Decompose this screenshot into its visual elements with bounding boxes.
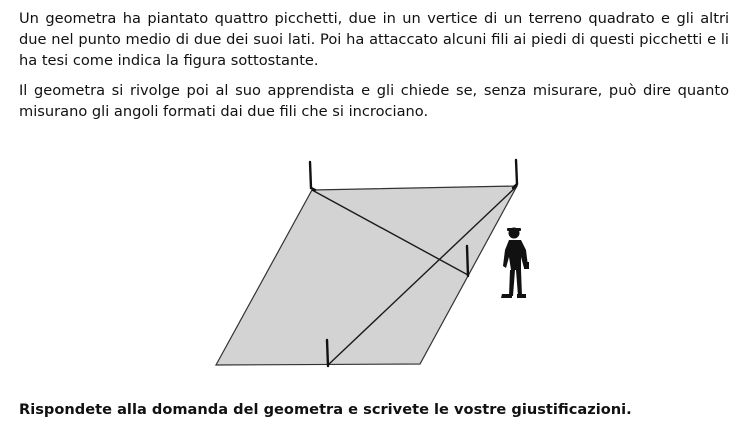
stake-right-corner	[513, 160, 517, 188]
stake-left-corner	[310, 162, 315, 190]
square-field	[216, 186, 517, 365]
surveyor-silhouette	[501, 228, 529, 299]
problem-paragraph-2: Il geometra si rivolge poi al suo apprendista e gli chiede se, senza misurare, può dire quanto misurano gli angoli formati dai due fili che si incrociano.	[19, 82, 729, 120]
stake-side-midpoint	[467, 246, 468, 276]
stake-bottom-midpoint	[327, 340, 328, 366]
question-instruction: Rispondete alla domanda del geometra e scrivete le vostre giustificazioni.	[19, 401, 632, 418]
problem-paragraph-1: Un geometra ha piantato quattro picchetti, due in un vertice di un terreno quadrato e gli altri due nel punto medio di due dei suoi lati. Poi ha attaccato alcuni fili ai piedi di questi picchetti e li ha tesi come indica la figura sottostante.	[19, 10, 729, 69]
